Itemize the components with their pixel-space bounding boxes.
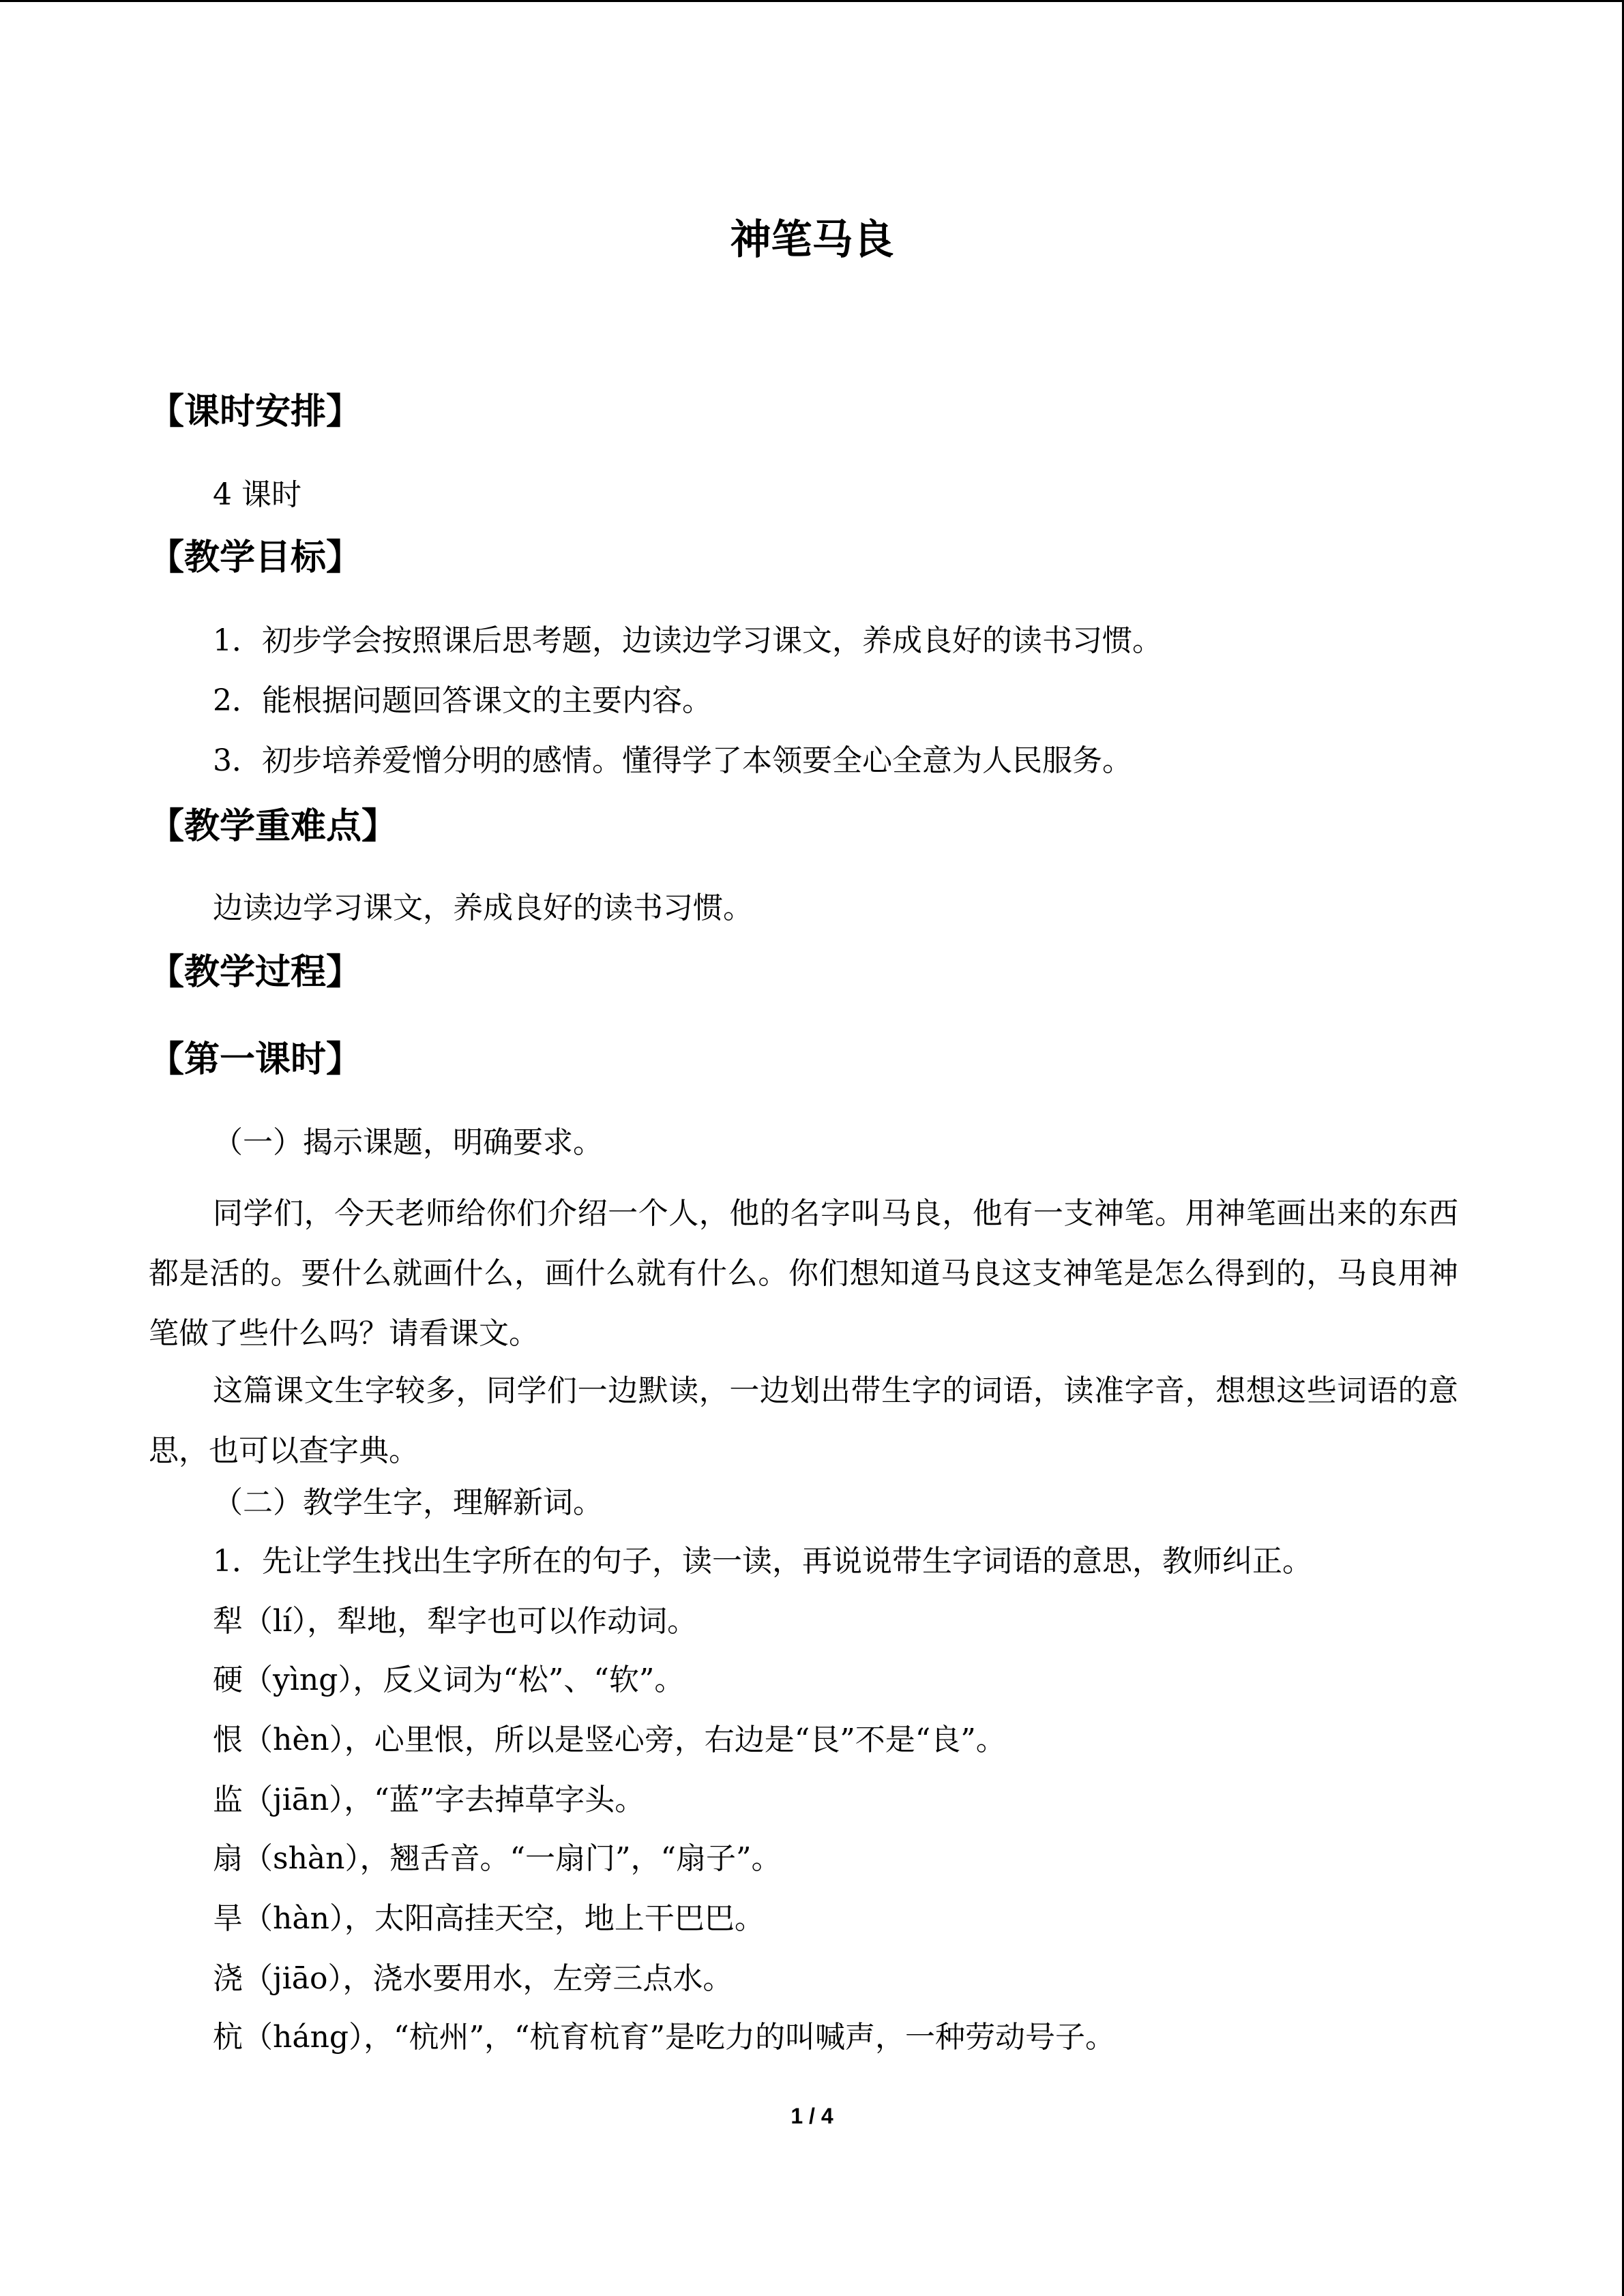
heading-lesson-1: 【第一课时】	[149, 1039, 362, 1080]
objective-item-1: 1．初步学会按照课后思考题，边读边学习课文，养成良好的读书习惯。	[213, 623, 1162, 658]
character-item-ying: 硬（yìng），反义词为“松”、“软”。	[213, 1663, 685, 1697]
character-item-hang: 杭（háng），“杭州”，“杭育杭育”是吃力的叫喊声，一种劳动号子。	[213, 2020, 1116, 2055]
lesson1-intro-paragraph: 同学们，今天老师给你们介绍一个人，他的名字叫马良，他有一支神笔。用神笔画出来的东西都是活的。要什么就画什么，画什么就有什么。你们想知道马良这支神笔是怎么得到的，马良用神笔做了些什么吗？请看课文。	[149, 1196, 1458, 1351]
heading-process: 【教学过程】	[149, 952, 362, 993]
heading-objectives: 【教学目标】	[149, 537, 362, 578]
schedule-content: 4 课时	[213, 477, 301, 512]
key-points-content: 边读边学习课文，养成良好的读书习惯。	[213, 891, 753, 925]
character-item-jian: 监（jiān），“蓝”字去掉草字头。	[213, 1783, 645, 1817]
objective-item-2: 2．能根据问题回答课文的主要内容。	[213, 683, 712, 718]
heading-key-points: 【教学重难点】	[149, 806, 398, 847]
character-item-shan: 扇（shàn），翘舌音。“一扇门”，“扇子”。	[213, 1841, 782, 1876]
objective-item-3: 3．初步培养爱憎分明的感情。懂得学了本领要全心全意为人民服务。	[213, 743, 1132, 778]
lesson1-reading-paragraph: 这篇课文生字较多，同学们一边默读，一边划出带生字的词语，读准字音，想想这些词语的意思，也可以查字典。	[149, 1373, 1458, 1468]
page-number: 1 / 4	[791, 2104, 833, 2128]
document-title: 神笔马良	[730, 216, 894, 264]
lesson1-instruction: 1．先让学生找出生字所在的句子，读一读，再说说带生字词语的意思，教师纠正。	[213, 1544, 1312, 1579]
character-item-hen: 恨（hèn），心里恨，所以是竖心旁，右边是“艮”不是“良”。	[213, 1723, 1006, 1757]
page-border-top	[0, 0, 1624, 2]
lesson1-step-1: （一）揭示课题，明确要求。	[213, 1125, 603, 1160]
character-item-han: 旱（hàn），太阳高挂天空，地上干巴巴。	[213, 1901, 765, 1936]
heading-schedule: 【课时安排】	[149, 391, 362, 432]
lesson1-step-2: （二）教学生字，理解新词。	[213, 1485, 603, 1520]
character-item-jiao: 浇（jiāo），浇水要用水，左旁三点水。	[213, 1961, 733, 1996]
character-item-li: 犁（lí），犁地，犁字也可以作动词。	[213, 1604, 698, 1639]
